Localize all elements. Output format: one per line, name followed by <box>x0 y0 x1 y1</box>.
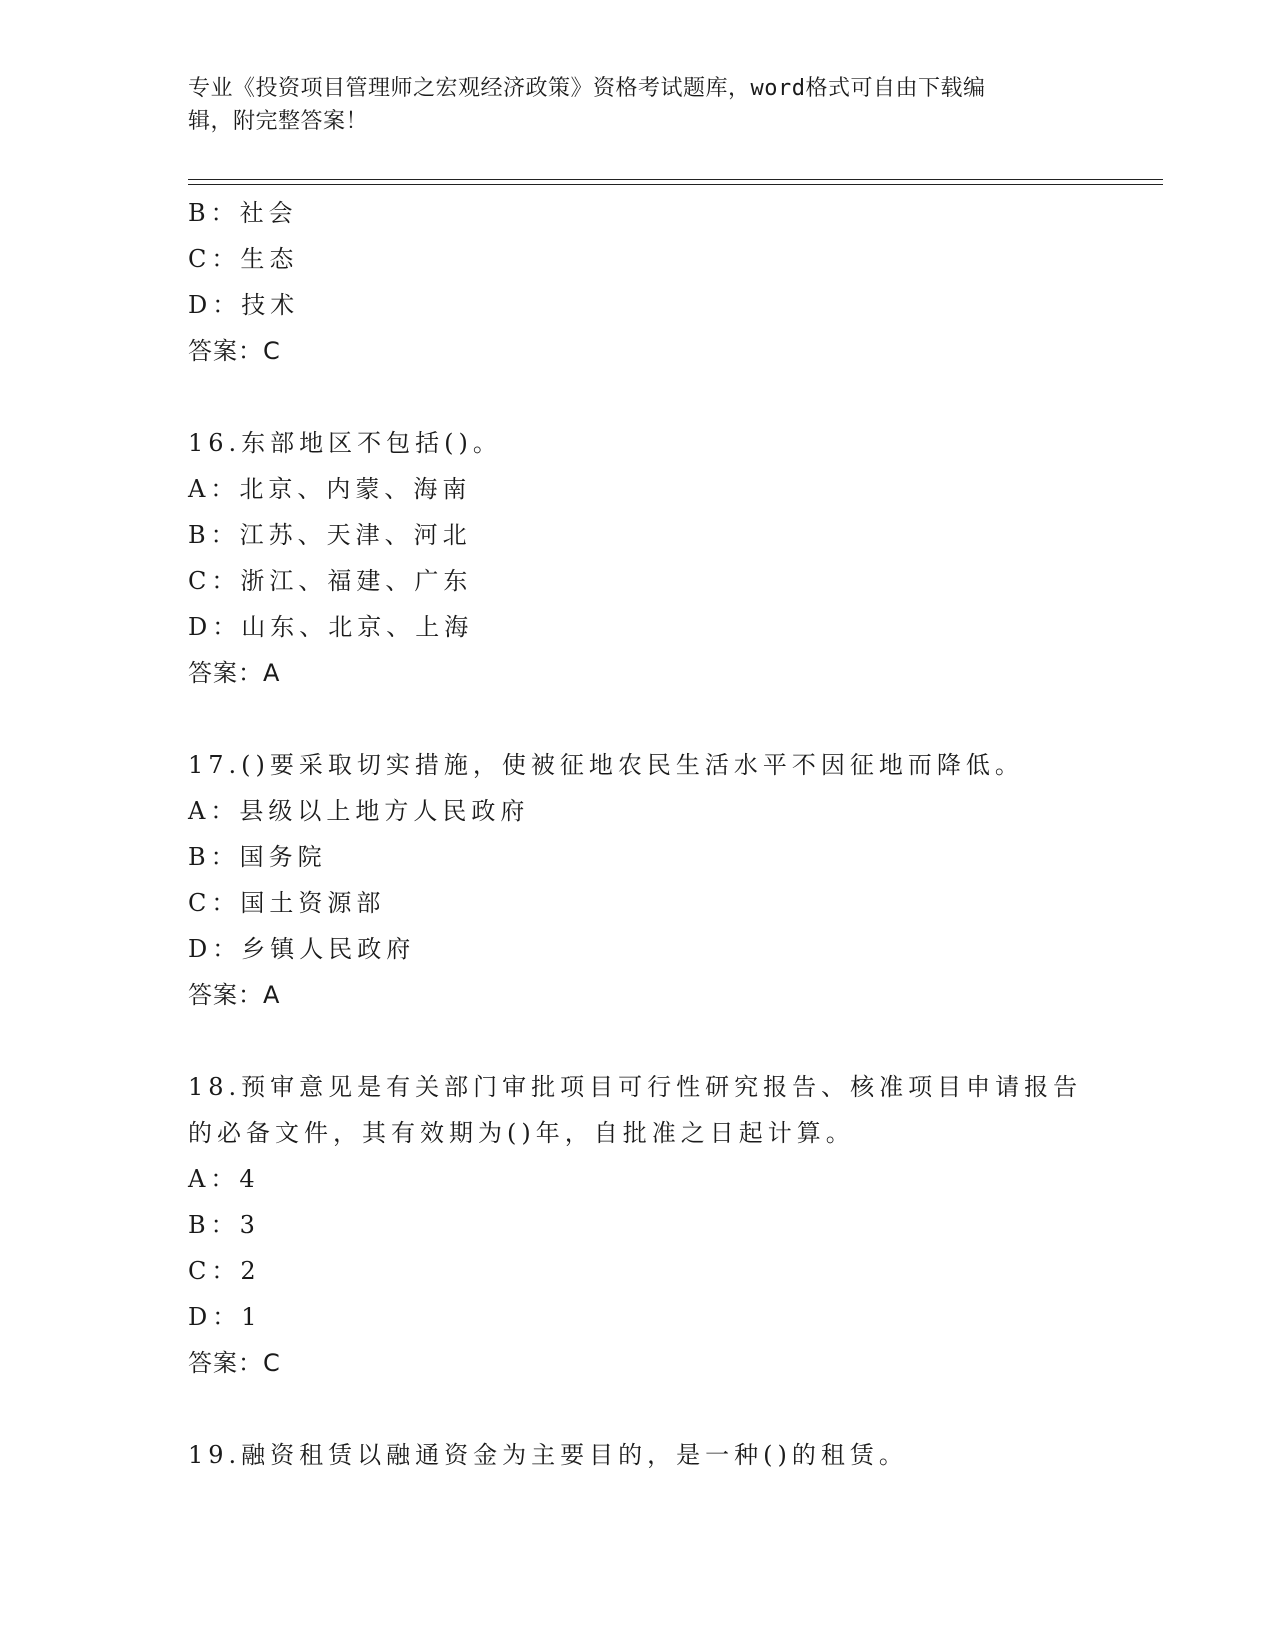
option-c: C：生态 <box>188 245 299 273</box>
option-d: D：山东、北京、上海 <box>188 613 474 641</box>
option-b: B：社会 <box>188 199 298 227</box>
option-b: B：国务院 <box>188 843 327 871</box>
option-d: D：乡镇人民政府 <box>188 935 416 963</box>
option-a: A：北京、内蒙、海南 <box>188 475 472 503</box>
answer: 答案：A <box>188 981 281 1009</box>
option-c: C：国土资源部 <box>188 889 386 917</box>
question-18 <box>188 1064 1088 1386</box>
question-stem: 17.()要采取切实措施，使被征地农民生活水平不因征地而降低。 <box>188 751 1024 779</box>
question-15-continued <box>188 190 1088 374</box>
question-stem-line-2: 的必备文件，其有效期为()年，自批准之日起计算。 <box>188 1119 855 1147</box>
option-c: C：浙江、福建、广东 <box>188 567 473 595</box>
question-stem-line-1: 18.预审意见是有关部门审批项目可行性研究报告、核准项目申请报告 <box>188 1073 1083 1101</box>
question-list <box>188 190 1088 1478</box>
question-stem: 16.东部地区不包括()。 <box>188 429 502 457</box>
question-17 <box>188 742 1088 1018</box>
header-rule-top <box>188 179 1163 180</box>
answer: 答案：A <box>188 659 281 687</box>
option-d: D：1 <box>188 1303 262 1331</box>
answer: 答案：C <box>188 337 281 365</box>
option-b: B：江苏、天津、河北 <box>188 521 472 549</box>
option-b: B：3 <box>188 1211 260 1239</box>
question-stem: 19.融资租赁以融通资金为主要目的，是一种()的租赁。 <box>188 1441 908 1469</box>
header-line-2: 辑，附完整答案！ <box>188 109 369 134</box>
question-16 <box>188 420 1088 696</box>
option-a: A：4 <box>188 1165 260 1193</box>
option-d: D：技术 <box>188 291 300 319</box>
header-rule-bottom <box>188 184 1163 185</box>
answer: 答案：C <box>188 1349 281 1377</box>
option-c: C：2 <box>188 1257 261 1285</box>
header-line-1: 专业《投资项目管理师之宏观经济政策》资格考试题库，word格式可自由下载编 <box>188 76 986 101</box>
option-a: A：县级以上地方人民政府 <box>188 797 530 825</box>
document-header <box>188 72 1068 138</box>
question-19 <box>188 1432 1088 1478</box>
